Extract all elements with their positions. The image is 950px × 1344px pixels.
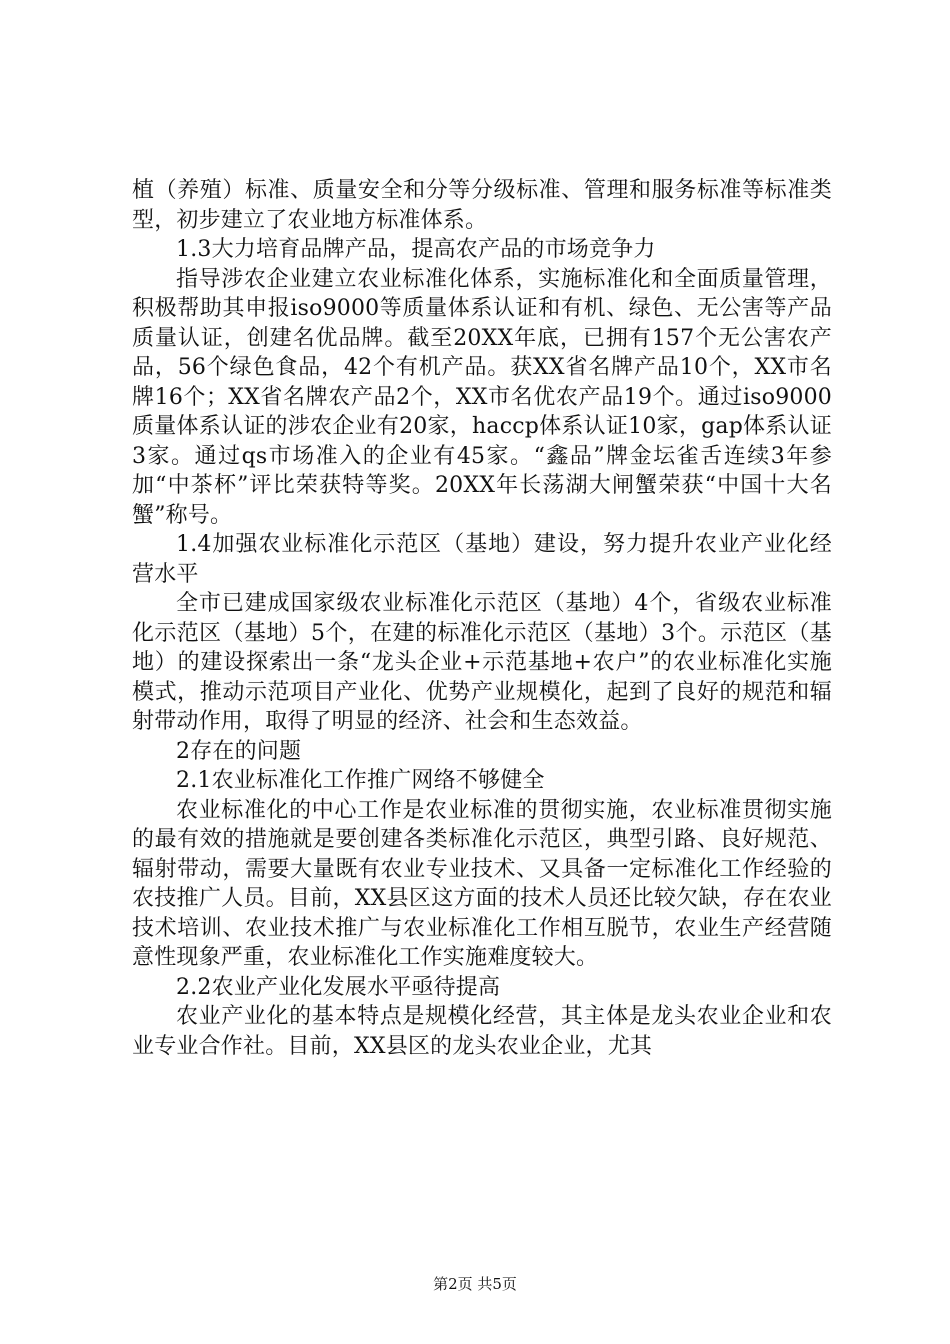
paragraph-2-2: 农业产业化的基本特点是规模化经营，其主体是龙头农业企业和农业专业合作社。目前，XX县区的龙头农业企业，尤其: [132, 1004, 832, 1059]
paragraph-2-1: 农业标准化的中心工作是农业标准的贯彻实施，农业标准贯彻实施的最有效的措施就是要创建各类标准化示范区，典型引路、良好规范、辐射带动，需要大量既有农业专业技术、又具备一定标准化工作经验的农技推广人员。目前，XX县区这方面的技术人员还比较欠缺，存在农业技术培训、农业技术推广与农业标准化工作相互脱节，农业生产经营随意性现象严重，农业标准化工作实施难度较大。: [132, 797, 832, 970]
heading-2: 2存在的问题: [176, 738, 302, 764]
paragraph-1-4: 全市已建成国家级农业标准化示范区（基地）4个，省级农业标准化示范区（基地）5个，在建的标准化示范区（基地）3个。示范区（基地）的建设探索出一条“龙头企业+示范基地+农户”的农业标准化实施模式，推动示范项目产业化、优势产业规模化，起到了良好的规范和辐射带动作用，取得了明显的经济、社会和生态效益。: [132, 591, 832, 734]
document-body: [132, 176, 832, 1061]
heading-2-2: 2.2农业产业化发展水平亟待提高: [176, 974, 501, 1000]
heading-2-1: 2.1农业标准化工作推广网络不够健全: [176, 768, 545, 793]
heading-1-4: 1.4加强农业标准化示范区（基地）建设，努力提升农业产业化经营水平: [132, 532, 832, 587]
page-footer: [0, 1274, 950, 1294]
paragraph-1-3: 指导涉农企业建立农业标准化体系，实施标准化和全面质量管理，积极帮助其申报iso9000等质量体系认证和有机、绿色、无公害等产品质量认证，创建名优品牌。截至20XX年底，已拥有157个无公害农产品，56个绿色食品，42个有机产品。获XX省名牌产品10个，XX市名牌16个；XX省名牌农产品2个，XX市名优农产品19个。通过iso9000质量体系认证的涉农企业有20家，haccp体系认证10家，gap体系认证3家。通过qs市场准入的企业有45家。“鑫品”牌金坛雀舌连续3年参加“中茶杯”评比荣获特等奖。20XX年长荡湖大闸蟹荣获“中国十大名蟹”称号。: [132, 266, 832, 528]
page-number-label: 第2页 共5页: [433, 1275, 517, 1293]
heading-1-3: 1.3大力培育品牌产品，提高农产品的市场竞争力: [176, 237, 656, 262]
paragraph-continuation: 植（养殖）标准、质量安全和分等分级标准、管理和服务标准等标准类型，初步建立了农业地方标准体系。: [132, 178, 832, 233]
